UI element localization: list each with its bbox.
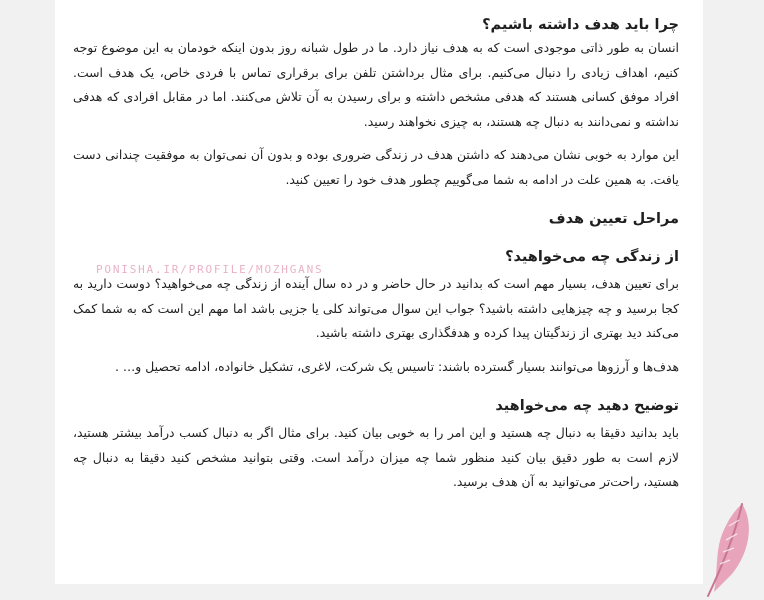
paragraph-explain-1: باید بدانید دقیقا به دنبال چه هستید و این امر را به خوبی بیان کنید. برای مثال اگر به دنبال کسب درآمد بیشتر هستید، لازم است به طور دقیق بیان کنید منظور شما چه میزان درآمد است. وقتی بتوانید مشخص کنید دقیقا به دنبال چه هستید، راحت‌تر می‌توانید به آن هدف برسید. <box>73 425 679 489</box>
paragraph-what-want-2: هدف‌ها و آرزوها می‌توانند بسیار گسترده باشند: تاسیس یک شرکت، لاغری، تشکیل خانواده، ادامه تحصیل و… . <box>115 358 679 374</box>
feather-icon <box>698 500 758 600</box>
paragraph-why-goal-1: انسان به طور ذاتی موجودی است که به هدف نیاز دارد. ما در طول شبانه روز بدون اینکه خودمان به این موضوع توجه کنیم، اهداف زیادی را دنبال می‌کنیم. برای مثال برداشتن تلفن برای برقراری تماس با فردی خاص، یک هدف است. افراد موفق کسانی هستند که هدفی مشخص داشته و برای رسیدن به آن تلاش می‌کنند. اما در مقابل افرادی که هدفی نداشته و نمی‌دانند به دنبال چه هستند، به چیزی نخواهند رسید. <box>73 40 679 129</box>
paragraph-what-want-1: برای تعیین هدف، بسیار مهم است که بدانید در حال حاضر و در ده سال آینده از زندگی چه می‌خواهید؟ دوست دارید به کجا برسید و چه چیزهایی داشته باشید؟ جواب این سوال می‌تواند کلی یا جزیی باشد اما مهم این است که به شما کمک می‌کند دید بهتری از زندگیتان پیدا کرده و هدفگذاری بهتری داشته باشید. <box>73 276 679 340</box>
heading-why-goal: چرا باید هدف داشته باشیم؟ <box>482 17 679 33</box>
document-page <box>55 0 703 584</box>
heading-goal-steps: مراحل تعیین هدف <box>548 211 679 227</box>
heading-what-want: از زندگی چه می‌خواهید؟ <box>505 249 679 265</box>
watermark-text: PONISHA.IR/PROFILE/MOZHGANS <box>96 263 324 276</box>
heading-explain: توضیح دهید چه می‌خواهید <box>495 398 679 414</box>
paragraph-why-goal-2: این موارد به خوبی نشان می‌دهند که داشتن هدف در زندگی ضروری بوده و بدون آن نمی‌توان به موفقیت چندانی دست یافت. به همین علت در ادامه به شما می‌گوییم چطور هدف خود را تعیین کنید. <box>73 147 679 187</box>
